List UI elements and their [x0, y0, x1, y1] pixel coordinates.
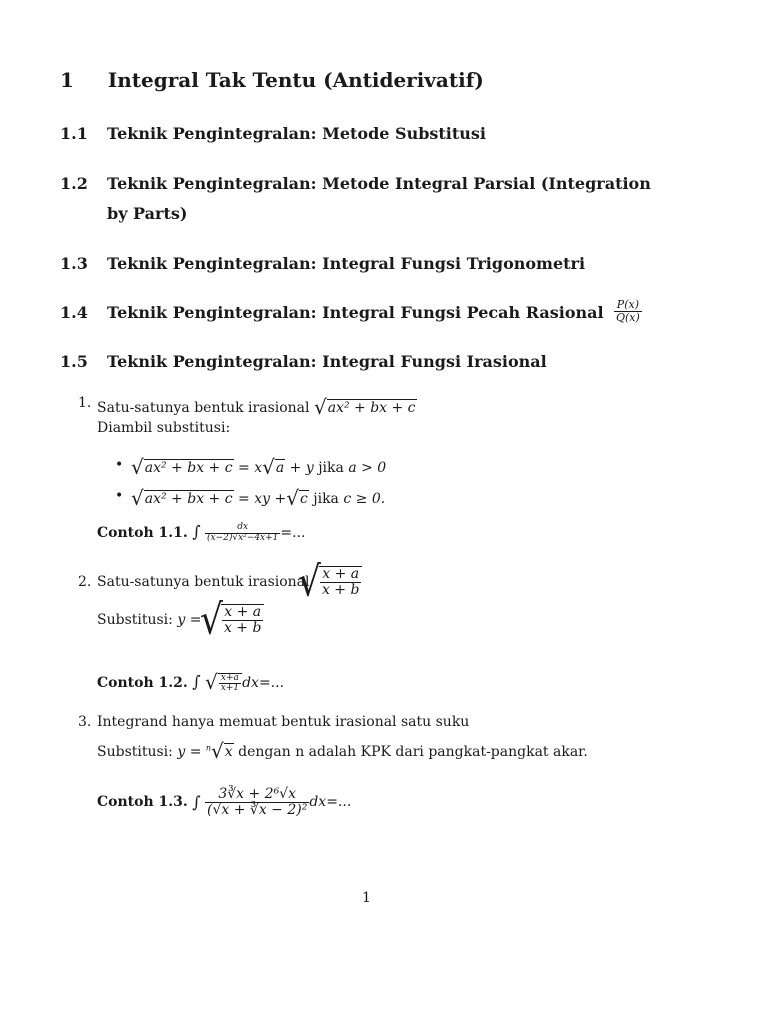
- rational-fraction: [614, 299, 642, 323]
- example-numerator: dx: [205, 523, 280, 533]
- example: Contoh 1.2. ∫ √ $\frac{x+a}{x+1}$ dx=...: [97, 670, 285, 694]
- sqrt-expression: √ax² + bx + c: [313, 395, 416, 419]
- subsection-heading: [60, 254, 586, 273]
- subsection-number: 1.5: [60, 352, 88, 371]
- bullet: •: [115, 488, 124, 504]
- subsection-heading: [60, 352, 547, 371]
- bullet: •: [115, 457, 124, 473]
- list-item-number: 1.: [78, 395, 92, 411]
- page-number: 1: [362, 890, 371, 906]
- section-heading: [60, 68, 484, 92]
- example: Contoh 1.3. ∫ $\frac{\text{3∛x + 2⁶√x}}{\text{(√x + ∛x − 2)²}}$ dx=...: [97, 786, 352, 818]
- subsection-number: 1.3: [60, 254, 88, 273]
- subsection-number: 1.4: [60, 303, 88, 322]
- bullet-item: √ax² + bx + c = x√a + y jika a > 0: [131, 455, 387, 479]
- example-label: Contoh 1.2.: [97, 675, 188, 691]
- substitution: Substitusi: y =: [97, 612, 202, 628]
- fraction-numerator: P(x): [614, 299, 642, 312]
- example: Contoh 1.1. ∫ $\frac{dx}{\text{(x−2)√x²−4x+1}}$ =...: [97, 522, 306, 543]
- list-item: [97, 395, 417, 419]
- list-item-number: 3.: [78, 714, 92, 730]
- substitution: Substitusi: y = $^n$√x dengan n adalah KPK dari pangkat-pangkat akar.: [97, 739, 588, 763]
- subsection-heading: [60, 174, 88, 193]
- list-item: Satu-satunya bentuk irasional: [97, 574, 310, 590]
- section-number: 1: [60, 68, 74, 92]
- item-text: Satu-satunya bentuk irasional: [97, 400, 310, 416]
- sqrt-fraction: √ $\frac{x + a}{x + b}$: [200, 600, 264, 641]
- example-denominator: (x−2)√x²−4x+1: [207, 532, 279, 543]
- list-item: Integrand hanya memuat bentuk irasional satu suku: [97, 714, 470, 730]
- substitution-label: Diambil substitusi:: [97, 420, 231, 436]
- subsection-title-line2: by Parts): [107, 204, 188, 223]
- subsection-heading: [60, 303, 604, 322]
- subsection-title: Teknik Pengintegralan: Integral Fungsi Irasional: [107, 352, 547, 371]
- example-tail: =...: [280, 525, 306, 541]
- subsection-title: Teknik Pengintegralan: Metode Substitusi: [107, 124, 486, 143]
- list-item-number: 2.: [78, 574, 92, 590]
- example-label: Contoh 1.3.: [97, 794, 188, 811]
- bullet-item: √ax² + bx + c = xy +√c jika c ≥ 0.: [131, 486, 386, 510]
- subsection-title: Teknik Pengintegralan: Integral Fungsi Trigonometri: [107, 254, 586, 273]
- fraction-denominator: Q(x): [616, 310, 640, 324]
- subsection-heading: [60, 124, 486, 143]
- subsection-title-line1: Teknik Pengintegralan: Metode Integral Parsial (Integration: [107, 174, 651, 193]
- subsection-number: 1.2: [60, 174, 88, 193]
- subsection-title: Teknik Pengintegralan: Integral Fungsi Pecah Rasional: [107, 303, 604, 322]
- subsection-number: 1.1: [60, 124, 88, 143]
- example-label: Contoh 1.1.: [97, 525, 188, 541]
- sqrt-fraction: √ $\frac{x + a}{x + b}$: [298, 562, 362, 603]
- section-title: Integral Tak Tentu (Antiderivatif): [107, 68, 484, 92]
